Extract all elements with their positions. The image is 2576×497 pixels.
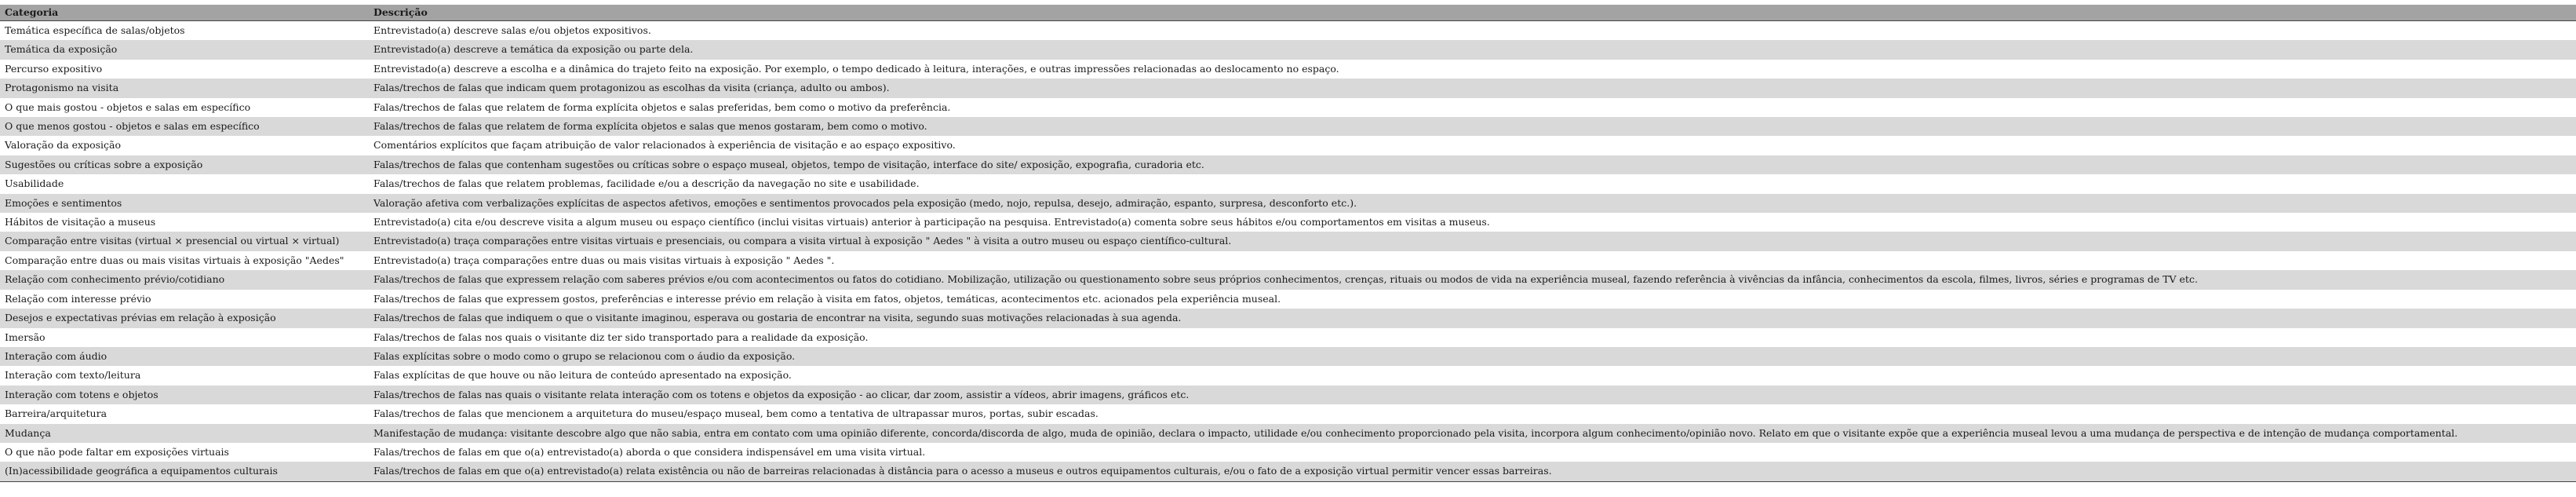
description-cell: Entrevistado(a) descreve a escolha e a dinâmica do trajeto feito na exposição. Por exemplo, o tempo dedicado à leitura, interações, e outras impressões relacionadas ao deslocamento no espaço. [373,62,1339,75]
category-cell: Mudança [5,426,51,439]
description-cell: Valoração afetiva com verbalizações explícitas de aspectos afetivos, emoções e sentimentos provocados pela exposição (medo, nojo, repulsa, desejo, admiração, espanto, surpresa, desconforto etc.). [373,196,1357,209]
category-cell: Emoções e sentimentos [5,196,122,209]
category-cell: O que mais gostou - objetos e salas em específico [5,100,251,113]
table-row [0,328,2576,347]
description-cell: Falas/trechos de falas que contenham sugestões ou críticas sobre o espaço museal, objetos, tempo de visitação, interface do site/ exposição, expografia, curadoria etc. [373,158,1204,170]
table-row [0,98,2576,117]
category-cell: Valoração da exposição [5,139,122,152]
table-row [0,404,2576,423]
table-row [0,155,2576,174]
category-cell: Percurso expositivo [5,62,103,75]
description-cell: Falas/trechos de falas que indiquem o que o visitante imaginou, esperava ou gostaria de encontrar na visita, segundo suas motivações relacionadas à sua agenda. [373,312,1182,324]
category-table [0,5,2576,482]
description-cell: Falas/trechos de falas que mencionem a arquitetura do museu/espaço museal, bem como a tentativa de ultrapassar muros, portas, subir escadas. [373,407,1099,420]
category-cell: Temática da exposição [5,43,118,56]
table-row [0,213,2576,232]
table-row [0,386,2576,404]
description-cell: Falas/trechos de falas que relatem de forma explícita objetos e salas preferidas, bem como o motivo da preferência. [373,100,951,113]
table-row [0,79,2576,97]
description-cell: Entrevistado(a) descreve a temática da exposição ou parte dela. [373,43,694,56]
category-cell: Protagonismo na visita [5,82,119,94]
category-cell: Imersão [5,331,46,343]
description-cell: Entrevistado(a) traça comparações entre visitas virtuais e presenciais, ou compara a visita virtual à exposição " Aedes " à visita a outro museu ou espaço científico-cultural. [373,235,1232,247]
description-cell: Manifestação de mudança: visitante descobre algo que não sabia, entra em contato com uma opinião diferente, concorda/discorda de algo, muda de opinião, declara o impacto, utilidade e/ou conhecimento proporcionado pela visita, incorpora algum conhecimento/opinião novo. Relato em que o visitante expõe que a experiência museal levou a uma mudança de perspectiva e de intenção de mudança comportamental. [373,426,2458,439]
header-categoria: Categoria [0,5,369,21]
description-cell: Falas/trechos de falas que relatem de forma explícita objetos e salas que menos gostaram, bem como o motivo. [373,120,927,133]
category-cell: Comparação entre visitas (virtual × presencial ou virtual × virtual) [5,235,340,247]
category-cell: O que menos gostou - objetos e salas em específico [5,120,260,133]
category-cell: Interação com texto/leitura [5,369,141,382]
table-row [0,424,2576,443]
table-row [0,462,2576,481]
description-cell: Entrevistado(a) cita e/ou descreve visita a algum museu ou espaço científico (inclui visitas virtuais) anterior à participação na pesquisa. Entrevistado(a) comenta sobre seus hábitos e/ou comportamentos em visitas a museus. [373,216,1490,228]
description-cell: Falas/trechos de falas que expressem relação com saberes prévios e/ou com acontecimentos ou fatos do cotidiano. Mobilização, utilização ou questionamento sobre seus próprios conhecimentos, crenças, rituais ou modos de vida na experiência museal, fazendo referência à vivências da infância, conhecimentos da escola, filmes, livros, séries e programas de TV etc. [373,273,2198,286]
table-row [0,60,2576,79]
description-cell: Falas/trechos de falas que indicam quem protagonizou as escolhas da visita (criança, adulto ou ambos). [373,82,890,94]
table-row [0,40,2576,59]
table-row [0,347,2576,366]
category-cell: Interação com totens e objetos [5,388,158,400]
table-row [0,117,2576,136]
table-row [0,366,2576,385]
table-row [0,309,2576,327]
description-cell: Falas/trechos de falas que expressem gostos, preferências e interesse prévio em relação à visita em fatos, objetos, temáticas, acontecimentos etc. acionados pela experiência museal. [373,292,1281,305]
description-cell: Falas/trechos de falas em que o(a) entrevistado(a) relata existência ou não de barreiras relacionadas à distância para o acesso a museus e outros equipamentos culturais, e/ou o fato de a exposição virtual permitir vencer essas barreiras. [369,462,2576,481]
category-cell: Temática específica de salas/objetos [5,24,185,36]
description-cell: Falas/trechos de falas em que o(a) entrevistado(a) aborda o que considera indispensável em uma visita virtual. [373,445,926,458]
category-cell: Barreira/arquitetura [5,407,107,420]
category-cell: Hábitos de visitação a museus [5,216,156,228]
description-cell: Falas explícitas de que houve ou não leitura de conteúdo apresentado na exposição. [373,369,792,382]
category-cell: Comparação entre duas ou mais visitas virtuais à exposição "Aedes" [5,254,344,266]
table-row [0,251,2576,270]
description-cell: Entrevistado(a) traça comparações entre duas ou mais visitas virtuais à exposição " Aedes ". [373,254,835,266]
table-row [0,443,2576,462]
category-cell: Usabilidade [5,177,64,190]
table-row [0,194,2576,213]
category-cell: Relação com interesse prévio [5,292,151,305]
table-row [0,174,2576,193]
category-cell: Desejos e expectativas prévias em relação à exposição [5,312,276,324]
category-cell: (In)acessibilidade geográfica a equipamentos culturais [0,462,369,481]
category-cell: Relação com conhecimento prévio/cotidiano [5,273,225,286]
table-header [0,5,2576,21]
table-row [0,136,2576,155]
category-cell: Sugestões ou críticas sobre a exposição [5,158,203,170]
category-cell: Interação com áudio [5,349,107,362]
description-cell: Entrevistado(a) descreve salas e/ou objetos expositivos. [373,24,651,36]
description-cell: Falas/trechos de falas nas quais o visitante relata interação com os totens e objetos da exposição - ao clicar, dar zoom, assistir a vídeos, abrir imagens, gráficos etc. [373,388,1190,400]
description-cell: Falas explícitas sobre o modo como o grupo se relacionou com o áudio da exposição. [373,349,796,362]
header-descricao: Descrição [369,5,2576,21]
description-cell: Comentários explícitos que façam atribuição de valor relacionados à experiência de visitação e ao espaço expositivo. [373,139,956,152]
category-cell: O que não pode faltar em exposições virtuais [5,445,229,458]
table-row [0,290,2576,309]
table-row [0,232,2576,250]
table-body [0,21,2576,482]
table-row [0,270,2576,289]
description-cell: Falas/trechos de falas que relatem problemas, facilidade e/ou a descrição da navegação no site e usabilidade. [373,177,920,190]
table-row [0,21,2576,41]
description-cell: Falas/trechos de falas nos quais o visitante diz ter sido transportado para a realidade da exposição. [373,331,869,343]
header-row [0,5,2576,21]
